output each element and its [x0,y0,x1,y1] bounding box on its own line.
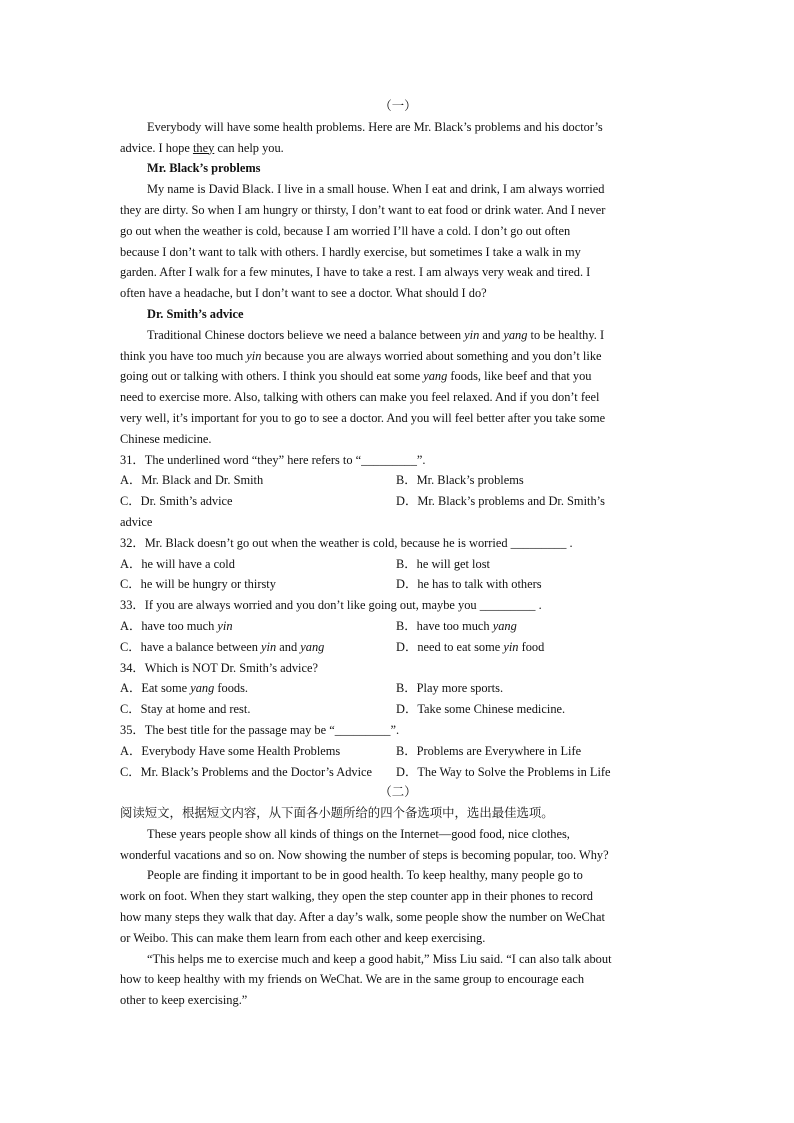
italic-term: yin [246,348,262,363]
text-span: and [479,327,504,342]
passage-line: These years people show all kinds of things on the Internet—good food, nice clothes, [147,826,570,841]
passage-line: how many steps they walk that day. After a day’s walk, some people show the number on WeChat [120,910,605,925]
option-b: D．he has to talk with others [396,577,542,592]
option-b: B．Mr. Black’s problems [396,473,524,488]
option-b: D．The Way to Solve the Problems in Life [396,764,611,779]
passage-line: work on foot. When they start walking, they open the step counter app in their phones to record [120,889,593,904]
option-row [120,678,676,699]
text-span: advice. I hope [120,140,193,155]
text-span: think you have too much [120,348,247,363]
passage-line: how to keep healthy with my friends on WeChat. We are in the same group to encourage each [120,972,585,987]
passage-line: other to keep exercising.” [120,993,248,1008]
option-row [120,741,676,762]
underlined-word: they [192,140,215,155]
option-a: A．Everybody Have some Health Problems [120,743,341,758]
problems-line: go out when the weather is cold, because I am worried I’ll have a cold. I don’t go out often [120,223,571,238]
exam-page [120,96,676,1011]
option-row [120,574,676,595]
question-stem: 33．If you are always worried and you don’t like going out, maybe you _________ . [120,598,542,613]
intro-line: Everybody will have some health problems. Here are Mr. Black’s problems and his doctor’s [147,119,603,134]
text-span: to be healthy. I [527,327,605,342]
problems-title: Mr. Black’s problems [147,161,261,176]
option-a: A．have too much yin [120,618,233,633]
text-span: need to exercise more. Also, talking with others can make you feel relaxed. And if you don’t feel [120,390,600,405]
problems-line: because I don’t want to talk with others. I hardly exercise, but sometimes I take a walk in my [120,244,581,259]
advice-line [120,366,676,387]
option-b: B．have too much yang [396,618,517,633]
option-a: C．he will be hungry or thirsty [120,577,276,592]
option-row [120,616,676,637]
advice-line [120,387,676,408]
option-a: C．have a balance between yin and yang [120,639,325,654]
advice-line [120,408,676,429]
advice-line [120,346,676,367]
section-heading: （二） [379,785,417,800]
option-row [120,470,676,491]
text-span: foods, like beef and that you [447,369,592,384]
problems-line: often have a headache, but I don’t want to see a doctor. What should I do? [120,286,487,301]
option-b: D．Take some Chinese medicine. [396,702,566,717]
problems-line: they are dirty. So when I am hungry or thirsty, I don’t want to eat food or drink water. And I never [120,202,606,217]
italic-term: yin [464,327,480,342]
advice-line [120,429,676,450]
option-a: C．Stay at home and rest. [120,702,251,717]
option-continuation: advice [120,514,153,529]
passage-line: “This helps me to exercise much and keep a good habit,” Miss Liu said. “I can also talk about [147,951,612,966]
problems-line: garden. After I walk for a few minutes, I have to take a rest. I am always very weak and tired. I [120,265,591,280]
italic-term: yang [423,369,448,384]
option-a: A．Eat some yang foods. [120,681,249,696]
advice-title: Dr. Smith’s advice [147,306,244,321]
section-heading: （一） [379,99,417,113]
problems-line: My name is David Black. I live in a small house. When I eat and drink, I am always worried [147,182,605,197]
text-span: very well, it’s important for you to go to see a doctor. And you will feel better after you take some [120,410,606,425]
option-row [120,637,676,658]
question-stem: 34．Which is NOT Dr. Smith’s advice? [120,660,318,675]
option-a: C．Dr. Smith’s advice [120,494,233,509]
option-b: B．he will get lost [396,556,490,571]
text-span: going out or talking with others. I think you should eat some [120,369,424,384]
text-span: can help you. [214,140,284,155]
intro-line [120,138,676,159]
text-span: Chinese medicine. [120,431,212,446]
question-stem: 32．Mr. Black doesn’t go out when the weather is cold, because he is worried _________ . [120,535,573,550]
question-stem: 35．The best title for the passage may be “_________”. [120,722,400,737]
option-row [120,699,676,720]
option-b: D．need to eat some yin food [396,639,545,654]
passage-line: People are finding it important to be in good health. To keep healthy, many people go to [147,868,583,883]
passage-line: or Weibo. This can make them learn from each other and keep exercising. [120,930,486,945]
option-row [120,491,676,512]
option-a: A．he will have a cold [120,556,235,571]
option-b: B．Problems are Everywhere in Life [396,743,582,758]
italic-term: yang [503,327,528,342]
option-a: C．Mr. Black’s Problems and the Doctor’s Advice [120,764,373,779]
option-a: A．Mr. Black and Dr. Smith [120,473,264,488]
instruction: 阅读短文，根据短文内容，从下面各小题所给的四个备选项中，选出最佳选项。 [120,805,554,821]
option-b: D．Mr. Black’s problems and Dr. Smith’s [396,494,605,509]
option-b: B．Play more sports. [396,681,504,696]
option-row [120,762,676,783]
option-row [120,554,676,575]
passage-line: wonderful vacations and so on. Now showing the number of steps is becoming popular, too. Why? [120,847,609,862]
text-span: because you are always worried about something and you don’t like [261,348,602,363]
advice-line [120,325,676,346]
question-stem: 31．The underlined word “they” here refers to “_________”. [120,452,426,467]
text-span: Traditional Chinese doctors believe we need a balance between [147,327,465,342]
